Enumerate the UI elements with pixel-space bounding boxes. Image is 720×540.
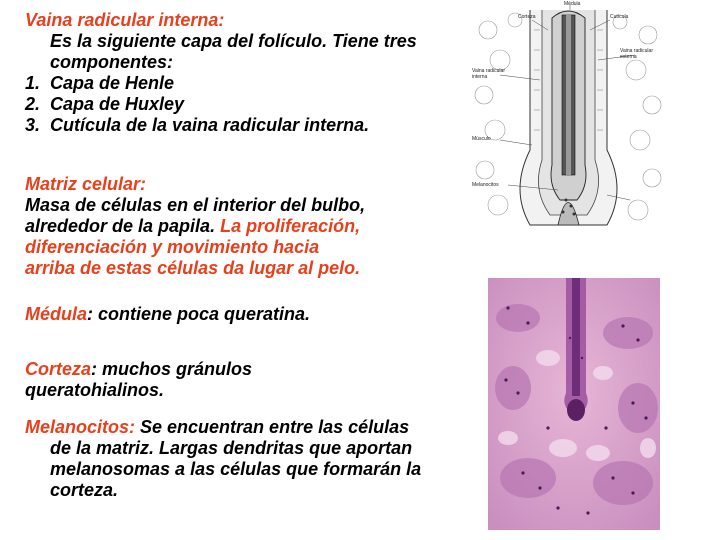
section-matriz [25, 174, 365, 279]
matriz-line-3: diferenciación y movimiento hacia [25, 237, 320, 257]
melanocitos-line-2: de la matriz. Largas dendritas que aportan [50, 438, 413, 458]
label-vaina-sub: interna [472, 74, 488, 80]
intro-line-1: Es la siguiente capa del folículo. Tiene tres [50, 31, 417, 51]
heading-vaina: Vaina radicular interna: [25, 10, 225, 30]
label-corteza: Corteza [518, 14, 536, 20]
list-item: 3. Cutícula de la vaina radicular interna. [25, 115, 370, 135]
melanocitos-line-3: melanosomas a las células que formarán la [50, 459, 422, 479]
label-vaina-ext: Vaina radicular [620, 48, 653, 54]
hair-follicle-diagram [470, 0, 667, 235]
intro-line-2: componentes: [50, 52, 174, 72]
label-melanocitos: Melanocitos [472, 182, 499, 188]
section-vaina-radicular [25, 10, 417, 136]
histology-photo-icon [488, 278, 660, 530]
term-melanocitos: Melanocitos: [25, 417, 136, 437]
section-melanocitos: Melanocitos: Se encuentran entre las células de la matriz. Largas dendritas que aportan melanosomas a las células que formarán la corteza. [25, 417, 422, 500]
label-vaina-radicular: Vaina radicular [472, 68, 505, 74]
matriz-line-2: alrededor de la papila. La proliferación, [25, 216, 361, 236]
label-medula: Médula [564, 1, 581, 7]
heading-matriz: Matriz celular: [25, 174, 147, 194]
melanocitos-line-4: corteza. [50, 480, 119, 500]
term-corteza: Corteza [25, 359, 92, 379]
list-item: 1. Capa de Henle [25, 73, 175, 93]
section-medula: Médula: contiene poca queratina. [25, 304, 311, 324]
label-vaina-ext-sub: externa [620, 54, 637, 60]
matriz-line-1: Masa de células en el interior del bulbo, [25, 195, 366, 215]
term-medula: Médula [25, 304, 88, 324]
label-cuticula: Cutícula [610, 14, 629, 20]
matriz-line-4: arriba de estas células da lugar al pelo. [25, 258, 361, 278]
list-item: 2. Capa de Huxley [25, 94, 185, 114]
corteza-line-2: queratohialinos. [25, 380, 165, 400]
section-corteza: Corteza: muchos gránulos queratohialinos. [25, 359, 253, 400]
label-musculo: Músculo [472, 136, 491, 142]
